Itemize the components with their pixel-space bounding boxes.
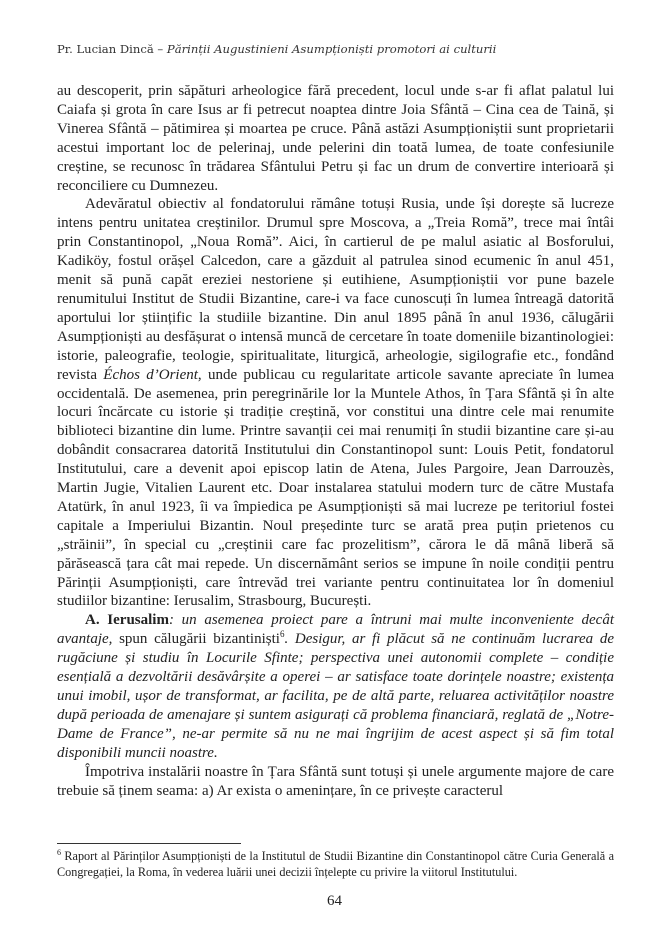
paragraph-3-quote-a: : un asemenea proiect pare a întruni mai multe inconveniente decât avantaje, bbox=[57, 612, 615, 648]
page-number: 64 bbox=[327, 893, 342, 909]
footnote-marker: 6 bbox=[57, 847, 61, 857]
paragraph-3-text-b: spun călugării bizantiniști bbox=[112, 631, 280, 648]
footnote-text: Raport al Părinților Asumpționiști de la Institutul de Studii Bizantine din Constantinopol către Curia Generală a Congregației, la Roma, în vederea luării unei decizii înțelepte cu privire la viitorul Institutului. bbox=[57, 849, 614, 879]
footnote bbox=[57, 849, 614, 880]
header-separator: – bbox=[153, 42, 167, 56]
running-header bbox=[57, 42, 617, 56]
paragraph-2-text-b: , unde publicau cu regularitate articole savante apreciate în lumea occidentală. De asemenea, prin peregrinările lor la Muntele Athos, în Țara Sfântă și în alte locuri încărcate cu istorie și tradiție creștină, vor constitui una dintre cele mai renumite biblioteci bizantine din lume. Printre savanții cei mai renumiți în studii bizantine care și-au dobândit consacrarea datorită Institutului din Constantinopol sunt: Louis Petit, fondatorul Institutului, care a devenit apoi episcop latin de Atena, Jules Pargoire, Jean Darrouzès, Martin Jugie, Vitalien Laurent etc. Doar instalarea statului modern turc de către Mustafa Atatürk, în anul 1923, îi va împiedica pe Asumpționiști să mai lucreze pe teritoriul fostei capitale a Imperiului Bizantin. Noul președinte turc se arată prea puțin prietenos cu „străinii”, în special cu „creștinii care fac prozelitism”, cărora le dă mână liberă să părăsească țara cât mai repede. Un discernământ serios se impune în noile condiții pentru Părinții Asumpționiști, care întrevăd trei variante pentru continuitatea lor în domeniul studiilor bizantine: Ierusalim, Strasbourg, București. bbox=[57, 366, 614, 610]
journal-title: Échos d’Orient bbox=[103, 366, 198, 383]
paragraph-3 bbox=[57, 611, 614, 762]
header-title: Părinții Augustinieni Asumpționiști promotori ai culturii bbox=[166, 42, 497, 56]
paragraph-2 bbox=[57, 195, 614, 611]
body-text bbox=[57, 82, 614, 800]
footnote-divider bbox=[57, 843, 241, 844]
paragraph-2-text-a: Adevăratul obiectiv al fondatorului rămâne totuși Rusia, unde își dorește să lucreze intens pentru unitatea creștinilor. Drumul spre Moscova, a „Treia Romă”, trece mai întâi prin Constantinopol, „Noua Romă”. Aici, în cartierul de pe malul asiatic al Bosforului, Kadiköy, fostul orășel Calcedon, care a găzduit al patrulea sinod ecumenic în anul 451, menit să pună capăt ereziei nestoriene și eutihiene, Asumpționiștii vor pune bazele renumitului Institut de Studii Bizantine, care-i va face cunoscuți în lumea întreagă datorită aportului lor științific la studiile bizantine. Din anul 1895 până în anul 1936, călugării Asumpționiști au desfășurat o intensă muncă de cercetare în toate domeniile bizantinologiei: istorie, paleografie, teologie, spiritualitate, liturgică, arheologie, sigilografie etc., fondând revista bbox=[57, 196, 614, 383]
footnote-reference[interactable]: 6 bbox=[279, 629, 285, 640]
paragraph-4: Împotriva instalării noastre în Țara Sfântă sunt totuși și unele argumente majore de care trebuie să ținem seama: a) Ar exista o amenințare, în ce privește caracterul bbox=[57, 763, 614, 799]
header-author: Pr. Lucian Dincă bbox=[57, 42, 154, 56]
paragraph-3-quote-c: . Desigur, ar fi plăcut să ne continuăm lucrarea de rugăciune și studiu în Locurile Sfinte; perspectiva unei autonomii complete – condiție esențială a dezvoltării desăvârșite a operei – ar satisface toate dorințele noastre; existența unui imobil, ușor de transformat, ar facilita, pe de altă parte, reluarea activităților noastre după perioada de amenajare și suntem asigurați că problema financiară, reglată de „Notre-Dame de France”, ne-ar permite să nu ne mai îngrijim de acest aspect și să fim total disponibili muncii noastre. bbox=[57, 631, 615, 761]
section-heading-ierusalim: A. Ierusalim bbox=[85, 612, 169, 629]
paragraph-1: au descoperit, prin săpături arheologice fără precedent, locul unde s-ar fi aflat palatul lui Caiafa și grota în care Isus ar fi petrecut noaptea dintre Joia Sfântă – Cina cea de Taină, și Vinerea Sfântă – pătimirea și moartea pe cruce. Până astăzi Asumpționiștii sunt proprietarii acestui important loc de pelerinaj, unde pelerini din toată lumea, de toate confesiunile creștine, se recunosc în trădarea Sfântului Petru și fac un drum de convertire interioară și reconciliere cu Dumnezeu. bbox=[57, 83, 614, 194]
